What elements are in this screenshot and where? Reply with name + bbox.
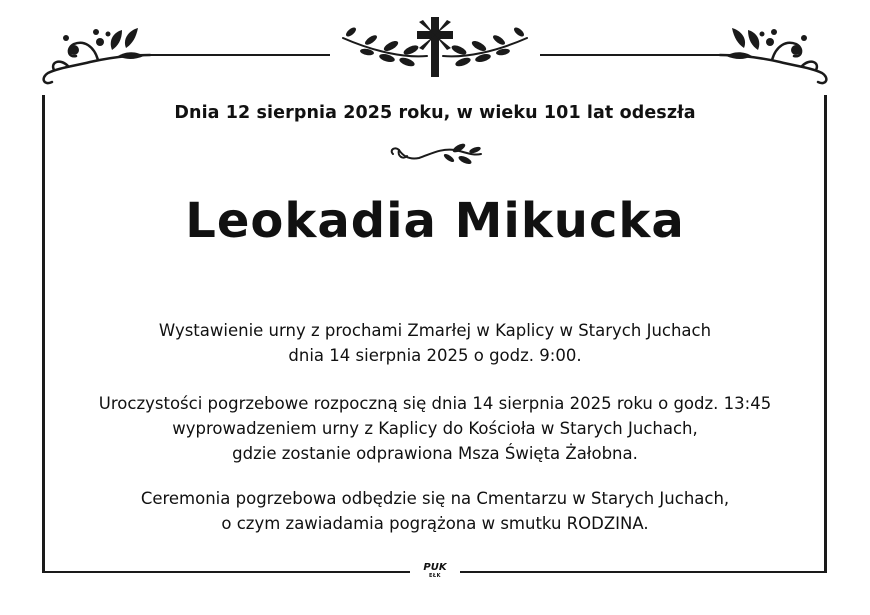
corner-flourish-icon: [702, 18, 832, 88]
frame-top-line-right: [540, 54, 720, 56]
paragraph-ceremony: [44, 391, 826, 466]
paragraph-line: dnia 14 sierpnia 2025 o godz. 9:00.: [288, 346, 582, 365]
paragraph-line: wyprowadzeniem urny z Kaplicy do Kościoła w Starych Juchach,: [172, 419, 698, 438]
paragraph-line: Wystawienie urny z prochami Zmarłej w Kaplicy w Starych Juchach: [158, 321, 712, 340]
leaf-flourish-icon: [385, 142, 485, 170]
paragraph-burial: [44, 486, 826, 536]
logo-sub-text: EŁK: [428, 573, 441, 579]
paragraph-line: o czym zawiadamia pogrążona w smutku RODZINA.: [221, 514, 649, 533]
paragraph-line: Ceremonia pogrzebowa odbędzie się na Cmentarzu w Starych Juchach,: [140, 489, 730, 508]
intro-line: Dnia 12 sierpnia 2025 roku, w wieku 101 lat odeszła: [174, 103, 696, 123]
paragraph-line: gdzie zostanie odprawiona Msza Święta Żałobna.: [232, 444, 638, 463]
paragraph-urn-viewing: [44, 318, 826, 368]
funeral-home-logo: [414, 562, 456, 584]
frame-bottom-line-left: [42, 571, 410, 573]
corner-flourish-icon: [38, 18, 168, 88]
frame-bottom-line-right: [460, 571, 827, 573]
logo-main-text: PUK: [423, 562, 447, 573]
cross-with-laurel-icon: [335, 14, 535, 80]
deceased-name: Leokadia Mikucka: [185, 193, 685, 249]
frame-top-line-left: [150, 54, 330, 56]
paragraph-line: Uroczystości pogrzebowe rozpoczną się dnia 14 sierpnia 2025 roku o godz. 13:45: [98, 394, 772, 413]
